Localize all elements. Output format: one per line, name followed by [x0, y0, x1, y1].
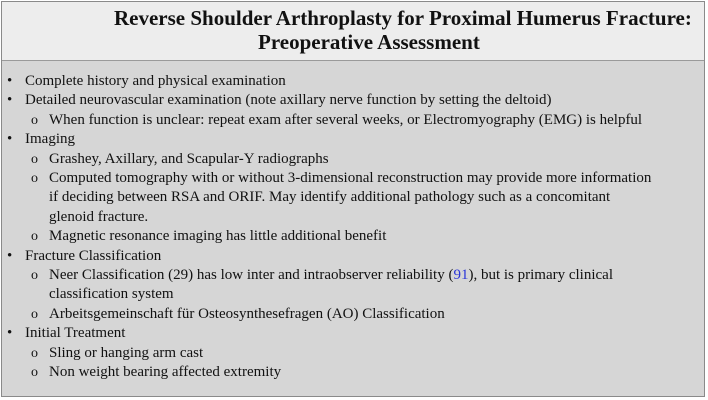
sub-item-ao	[25, 305, 704, 324]
sublist-initial-treatment	[2, 344, 704, 383]
list-item-fracture-classification	[2, 247, 704, 266]
item-text: Complete history and physical examination	[25, 73, 286, 89]
hollow-bullet-icon: o	[31, 268, 38, 284]
sub-item-non-weight-bearing	[25, 363, 704, 382]
hollow-bullet-icon: o	[31, 112, 38, 128]
sub-item-neer	[25, 266, 704, 305]
slide-title-line-2: Preoperative Assessment	[258, 30, 480, 54]
sub-item-text-line: classification system	[49, 286, 174, 303]
sub-item-text: Grashey, Axillary, and Scapular-Y radiographs	[49, 150, 329, 167]
neer-text-after: ), but is primary clinical	[468, 267, 613, 284]
hollow-bullet-icon: o	[31, 306, 38, 322]
sublist-neurovascular	[2, 111, 704, 130]
sub-item-mri	[25, 227, 704, 246]
hollow-bullet-icon: o	[31, 229, 38, 245]
sublist-imaging	[2, 150, 704, 247]
bullet-icon: •	[7, 73, 13, 89]
hollow-bullet-icon: o	[31, 151, 38, 167]
item-text: Detailed neurovascular examination (note axillary nerve function by setting the deltoid)	[25, 92, 552, 109]
bullet-icon: •	[7, 247, 13, 264]
slide-frame	[1, 1, 705, 397]
citation-link[interactable]: 91	[453, 267, 469, 284]
bullet-icon: •	[7, 131, 13, 148]
sub-item-ct	[25, 169, 704, 227]
sublist-fracture-classification	[2, 266, 704, 324]
sub-item-emg	[25, 111, 704, 130]
sub-item-text-line: glenoid fracture.	[49, 208, 149, 225]
sub-item-text: Magnetic resonance imaging has little additional benefit	[49, 228, 387, 245]
list-item-history	[2, 72, 704, 91]
hollow-bullet-icon: o	[31, 365, 38, 381]
bullet-icon: •	[7, 92, 13, 109]
sub-item-radiographs	[25, 150, 704, 169]
sub-item-sling	[25, 344, 704, 363]
item-text: Imaging	[25, 131, 75, 148]
sub-item-text-line: if deciding between RSA and ORIF. May identify additional pathology such as a concomitant	[49, 189, 611, 206]
sub-item-text-line: Computed tomography with or without 3-dimensional reconstruction may provide more information	[49, 170, 652, 187]
neer-text-before: Neer Classification (29) has low inter and intraobserver reliability (	[49, 267, 454, 284]
list-item-neurovascular	[2, 91, 704, 110]
bullet-list	[2, 61, 704, 383]
item-text: Initial Treatment	[25, 325, 126, 342]
sub-item-text: When function is unclear: repeat exam after several weeks, or Electromyography (EMG) is helpful	[49, 111, 643, 128]
slide-title-line-1: Reverse Shoulder Arthroplasty for Proximal Humerus Fracture:	[114, 6, 692, 30]
hollow-bullet-icon: o	[31, 345, 38, 361]
list-item-initial-treatment	[2, 324, 704, 343]
sub-item-text: Sling or hanging arm cast	[49, 344, 204, 361]
hollow-bullet-icon: o	[31, 171, 38, 187]
sub-item-text: Arbeitsgemeinschaft für Osteosynthesefragen (AO) Classification	[49, 305, 445, 322]
sub-item-text-line	[49, 266, 704, 285]
sub-item-text: Non weight bearing affected extremity	[49, 364, 282, 381]
bullet-icon: •	[7, 325, 13, 342]
title-bar	[2, 2, 704, 61]
item-text: Fracture Classification	[25, 247, 162, 264]
list-item-imaging	[2, 130, 704, 149]
